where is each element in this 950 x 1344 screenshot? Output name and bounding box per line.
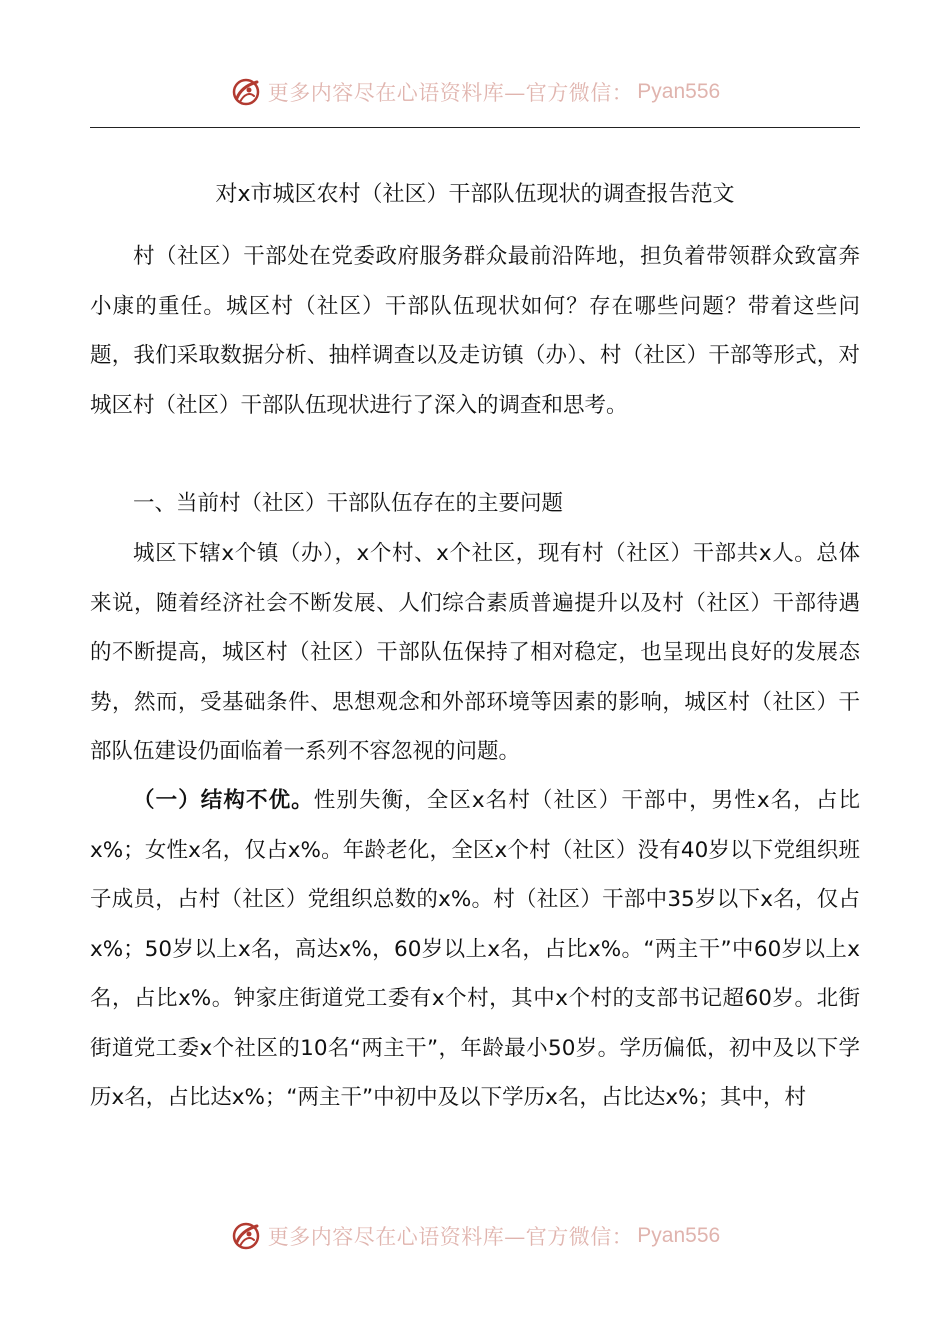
swirl-logo-icon [230, 1220, 262, 1252]
footer-watermark [0, 1216, 950, 1256]
header-wechat-id: Pyan556 [637, 80, 721, 103]
subsection-label: （一）结构不优。 [133, 788, 314, 813]
header-divider [90, 127, 860, 128]
paragraph-overview: 城区下辖x个镇（办），x个村、x个社区，现有村（社区）干部共x人。总体来说，随着经济社会不断发展、人们综合素质普遍提升以及村（社区）干部待遇的不断提高，城区村（社区）干部队伍保持了相对稳定，也呈现出良好的发展态势，然而，受基础条件、思想观念和外部环境等因素的影响，城区村（社区）干部队伍建设仍面临着一系列不容忽视的问题。 [90, 541, 860, 764]
footer-slogan: 更多内容尽在心语资料库—官方微信： [267, 1225, 634, 1249]
paragraph-structure [90, 776, 860, 1123]
header-watermark [0, 72, 950, 112]
paragraph-intro: 村（社区）干部处在党委政府服务群众最前沿阵地，担负着带领群众致富奔小康的重任。城区村（社区）干部队伍现状如何？存在哪些问题？带着这些问题，我们采取数据分析、抽样调查以及走访镇（办）、村（社区）干部等形式，对城区村（社区）干部队伍现状进行了深入的调查和思考。 [90, 244, 860, 418]
subsection-text: 性别失衡，全区x名村（社区）干部中，男性x名，占比x%；女性x名，仅占x%。年龄老化，全区x个村（社区）没有40岁以下党组织班子成员，占村（社区）党组织总数的x%。村（社区）干部中35岁以下x名，仅占x%；50岁以上x名，高达x%，60岁以上x名，占比x%。“两主干”中60岁以上x名，占比x%。钟家庄街道党工委有x个村，其中x个村的支部书记超60岁。北街街道党工委x个社区的10名“两主干”，年龄最小50岁。学历偏低，初中及以下学历x名，占比达x%；“两主干”中初中及以下学历x名，占比达x%；其中，村 [90, 788, 860, 1110]
section-heading: 一、当前村（社区）干部队伍存在的主要问题 [133, 491, 564, 516]
document-title: 对x市城区农村（社区）干部队伍现状的调查报告范文 [215, 182, 735, 207]
footer-wechat-id: Pyan556 [637, 1224, 721, 1247]
swirl-logo-icon [230, 76, 262, 108]
header-slogan: 更多内容尽在心语资料库—官方微信： [267, 81, 634, 105]
